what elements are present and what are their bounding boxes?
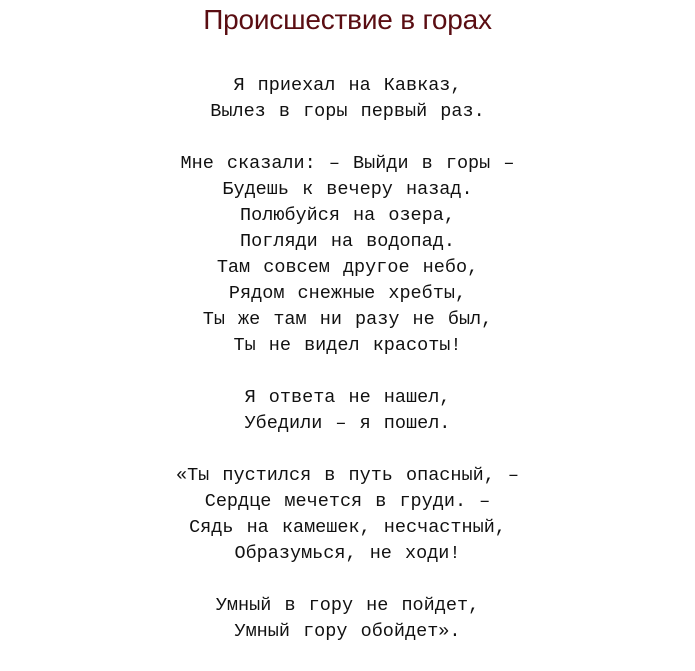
poem-title: Происшествие в горах xyxy=(203,4,492,35)
poem-line: Будешь к вечеру назад. xyxy=(222,179,473,200)
poem-line: Я ответа не нашел, xyxy=(244,387,451,408)
poem-line: Умный в гору не пойдет, xyxy=(215,595,480,616)
poem-body xyxy=(0,73,695,645)
stanza xyxy=(0,593,695,645)
poem-line: Сердце мечется в груди. – xyxy=(204,491,491,512)
poem-line: Там совсем другое небо, xyxy=(216,257,479,278)
poem-line: Я приехал на Кавказ, xyxy=(233,75,462,96)
poem-line: Ты же там ни разу не был, xyxy=(202,309,493,330)
poem-line: Образумься, не ходи! xyxy=(234,543,461,564)
poem-line: Сядь на камешек, несчастный, xyxy=(189,517,506,538)
stanza xyxy=(0,463,695,567)
poem-line: Мне сказали: – Выйди в горы – xyxy=(180,153,515,174)
poem-line: Вылез в горы первый раз. xyxy=(210,101,485,122)
poem-line: Полюбуйся на озера, xyxy=(240,205,455,226)
stanza xyxy=(0,385,695,437)
poem-line: Умный гору обойдет». xyxy=(234,621,461,642)
poem-line: Ты не видел красоты! xyxy=(233,335,462,356)
stanza xyxy=(0,151,695,359)
poem-line: Убедили – я пошел. xyxy=(244,413,451,434)
poem-line: Рядом снежные хребты, xyxy=(228,283,467,304)
poem-line: «Ты пустился в путь опасный, – xyxy=(175,465,520,486)
poem-line: Погляди на водопад. xyxy=(240,231,455,252)
stanza xyxy=(0,73,695,125)
